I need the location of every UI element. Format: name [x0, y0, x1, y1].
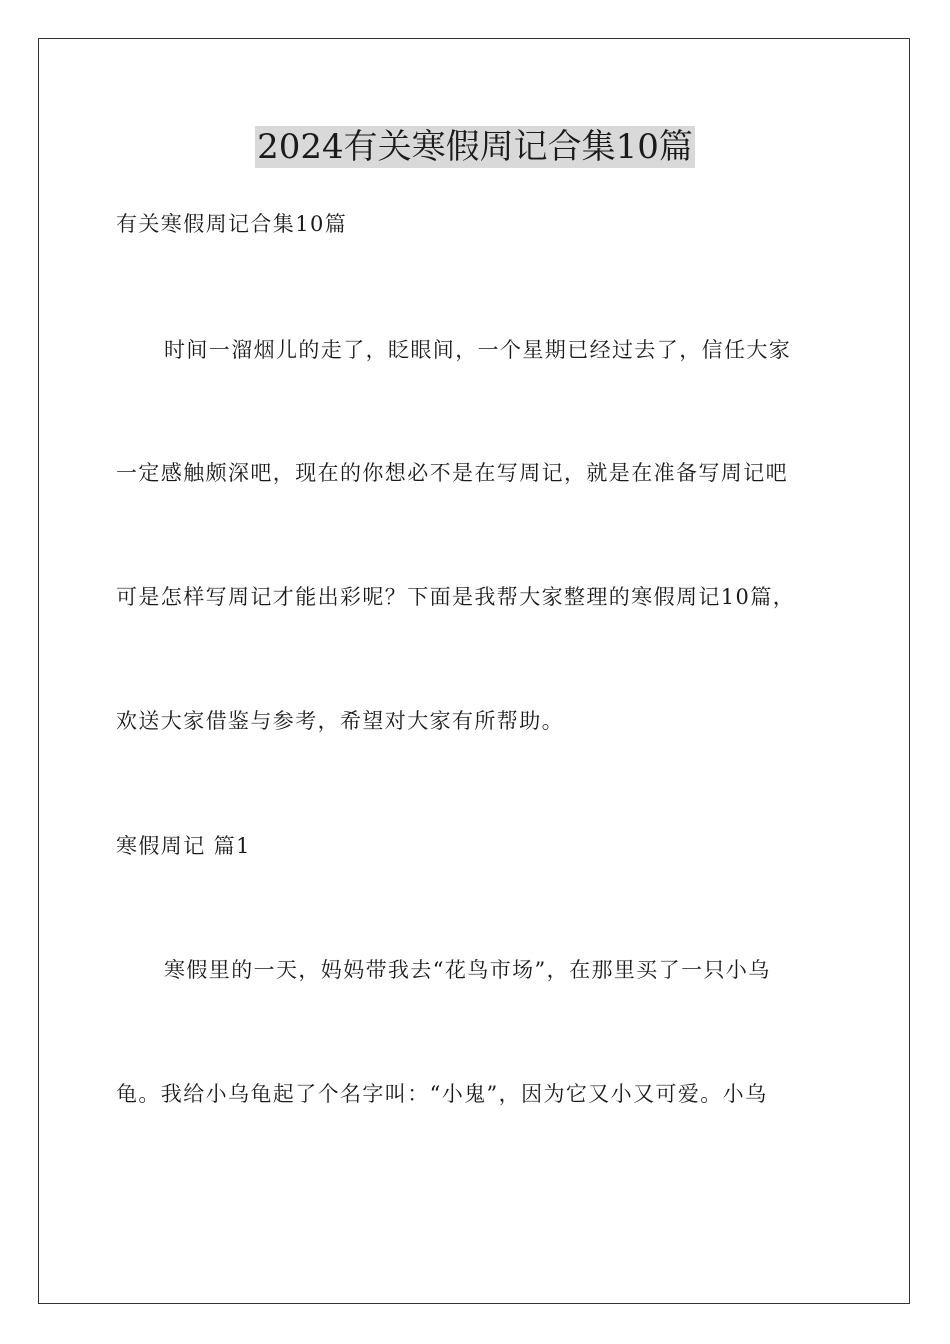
intro-line-2: 一定感触颇深吧，现在的你想必不是在写周记，就是在准备写周记吧	[116, 461, 788, 485]
document-subtitle: 有关寒假周记合集10篇	[116, 212, 348, 236]
document-title: 2024有关寒假周记合集10篇	[257, 127, 693, 167]
title-container	[0, 126, 950, 168]
intro-line-4: 欢送大家借鉴与参考，希望对大家有所帮助。	[116, 709, 564, 733]
section-line-2: 龟。我给小乌龟起了个名字叫：“小鬼”，因为它又小又可爱。小乌	[116, 1082, 768, 1106]
intro-line-3: 可是怎样写周记才能出彩呢？下面是我帮大家整理的寒假周记10篇，	[116, 585, 796, 609]
section-line-1: 寒假里的一天，妈妈带我去“花鸟市场”，在那里买了一只小乌	[164, 958, 771, 982]
section-heading: 寒假周记 篇1	[116, 834, 251, 858]
intro-line-1: 时间一溜烟儿的走了，眨眼间，一个星期已经过去了，信任大家	[164, 338, 792, 362]
